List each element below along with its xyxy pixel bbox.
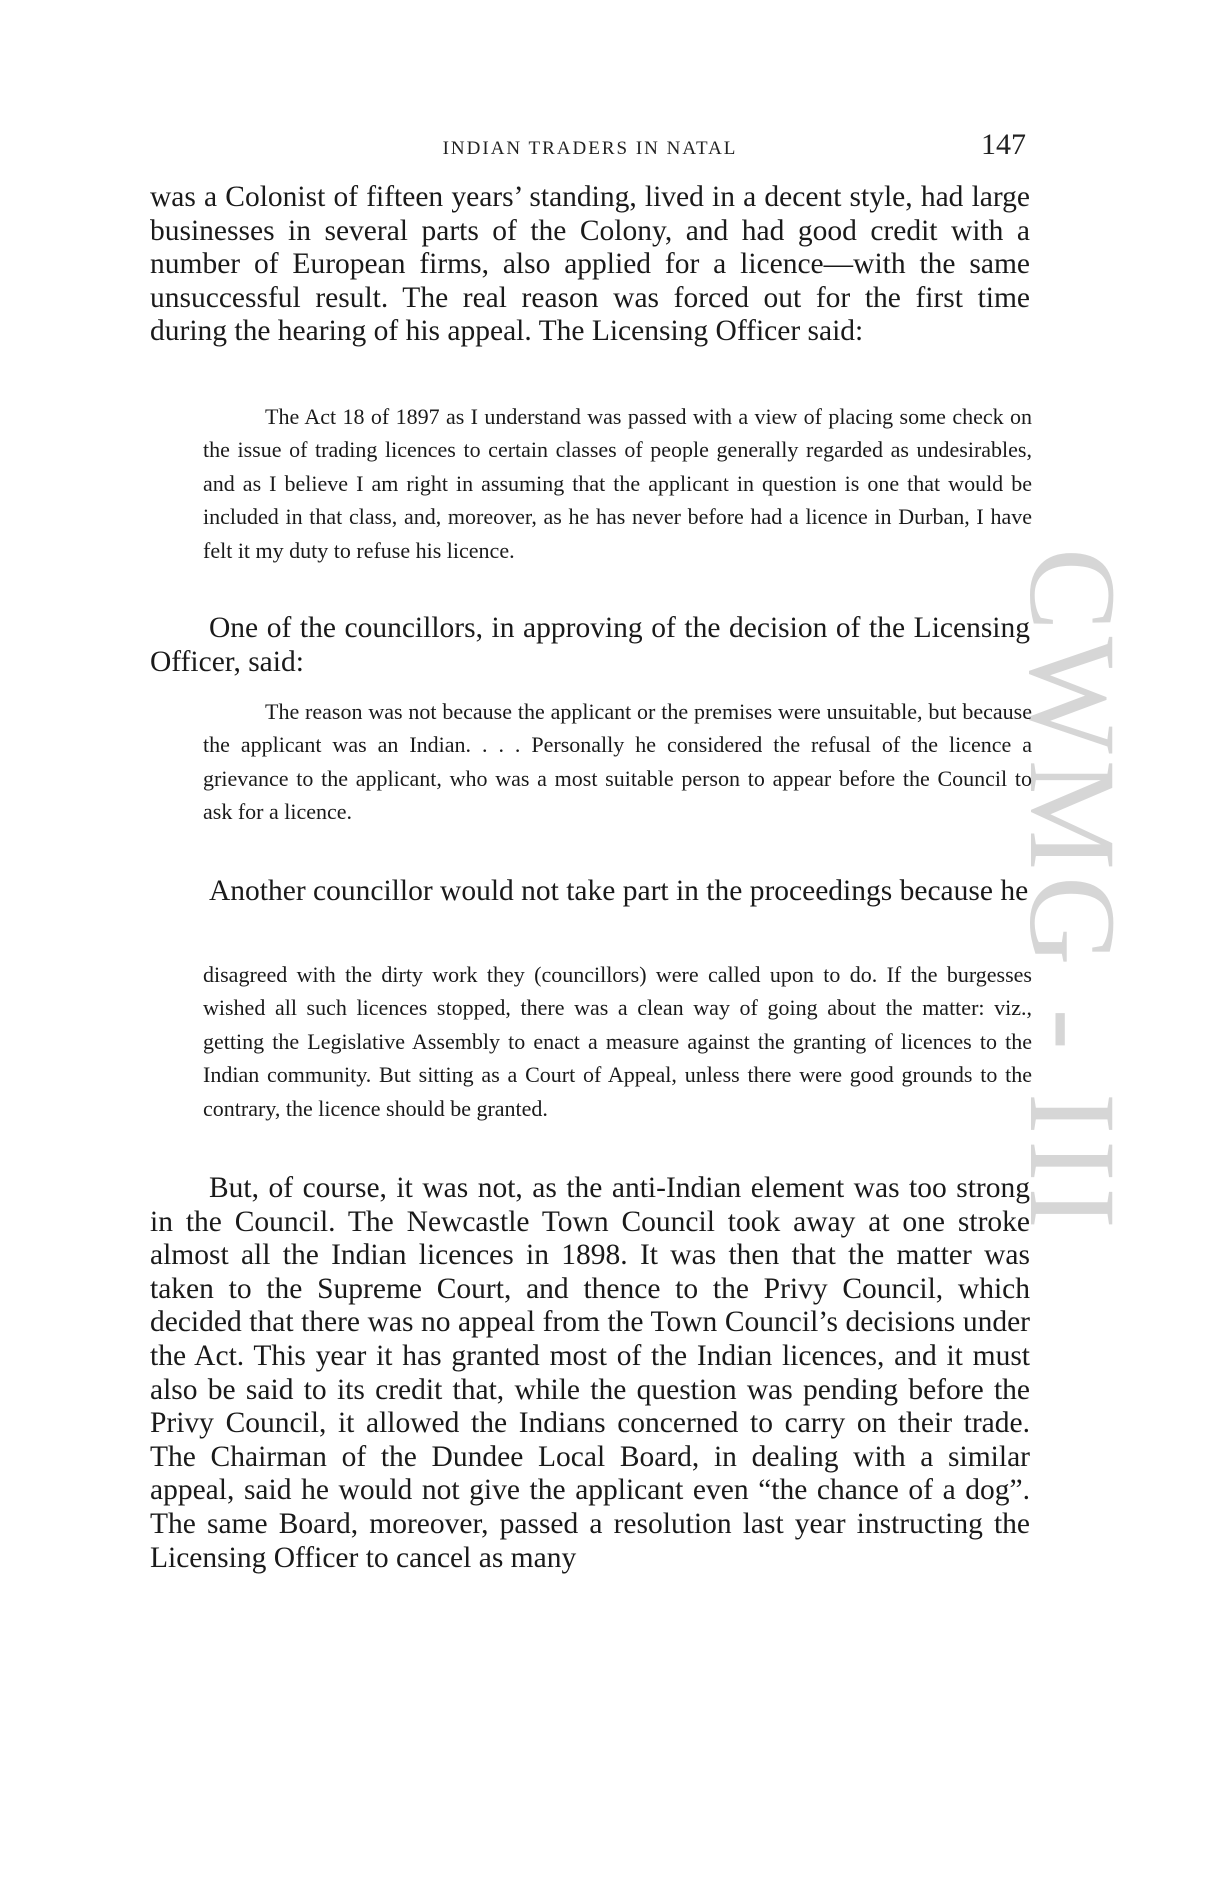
running-title: INDIAN TRADERS IN NATAL: [442, 138, 738, 159]
paragraph-text: One of the councillors, in approving of the decision of the Licensing Officer, said:: [150, 612, 1030, 678]
block-quote-licensing-officer: [203, 400, 1032, 567]
watermark-text: CWMG - III: [1004, 548, 1141, 1235]
paragraph-text: Another councillor would not take part in the proceedings because he: [209, 875, 1029, 907]
paragraph-text: But, of course, it was not, as the anti-Indian element was too strong in the Council. The Newcastle Town Council took away at one stroke almost all the Indian licences in 1898. It was then that the matter was taken to the Supreme Court, and thence to the Privy Council, which decided that there was no appeal from the Town Council’s decisions under the Act. This year it has granted most of the Indian licences, and it must also be said to its credit that, while the question was pending before the Privy Council, it allowed the Indians concerned to carry on their trade. The Chairman of the Dundee Local Board, in dealing with a similar appeal, said he would not give the applicant even “the chance of a dog”. The same Board, moreover, passed a resolution last year instructing the Licensing Officer to cancel as many: [150, 1172, 1030, 1574]
watermark: [1004, 548, 1141, 1348]
paragraph-another-councillor: [150, 875, 1030, 909]
paragraph-text: was a Colonist of fifteen years’ standing, lived in a decent style, had large businesses in several parts of the Colony, and had good credit with a number of European firms, also applied for a licence—with the same unsuccessful result. The real reason was forced out for the first time during the hearing of his appeal. The Licensing Officer said:: [150, 181, 1030, 348]
paragraph-newcastle: [150, 1172, 1030, 1575]
block-quote-dirty-work: [203, 958, 1032, 1125]
paragraph-councillor-approval: [150, 612, 1030, 679]
quote-text: The reason was not because the applicant or the premises were unsuitable, but because the applicant was an Indian. . . . Personally he considered the refusal of the licence a grievance to the applicant, who was a most suitable person to appear before the Council to ask for a licence.: [203, 699, 1032, 825]
quote-text: disagreed with the dirty work they (councillors) were called upon to do. If the burgesses wished all such licences stopped, there was a clean way of going about the matter: viz., getting the Legislative Assembly to enact a measure against the granting of licences to the Indian community. But sitting as a Court of Appeal, unless there were good grounds to the contrary, the licence should be granted.: [203, 962, 1032, 1121]
quote-text: The Act 18 of 1897 as I understand was passed with a view of placing some check on the issue of trading licences to certain classes of people generally regarded as undesirables, and as I believe I am right in assuming that the applicant in question is one that would be included in that class, and, moreover, as he has never before had a licence in Durban, I have felt it my duty to refuse his licence.: [203, 404, 1032, 563]
block-quote-councillor: [203, 695, 1032, 829]
paragraph-opening: [150, 181, 1030, 349]
running-head: [150, 128, 1030, 168]
page-number: 147: [981, 128, 1026, 161]
